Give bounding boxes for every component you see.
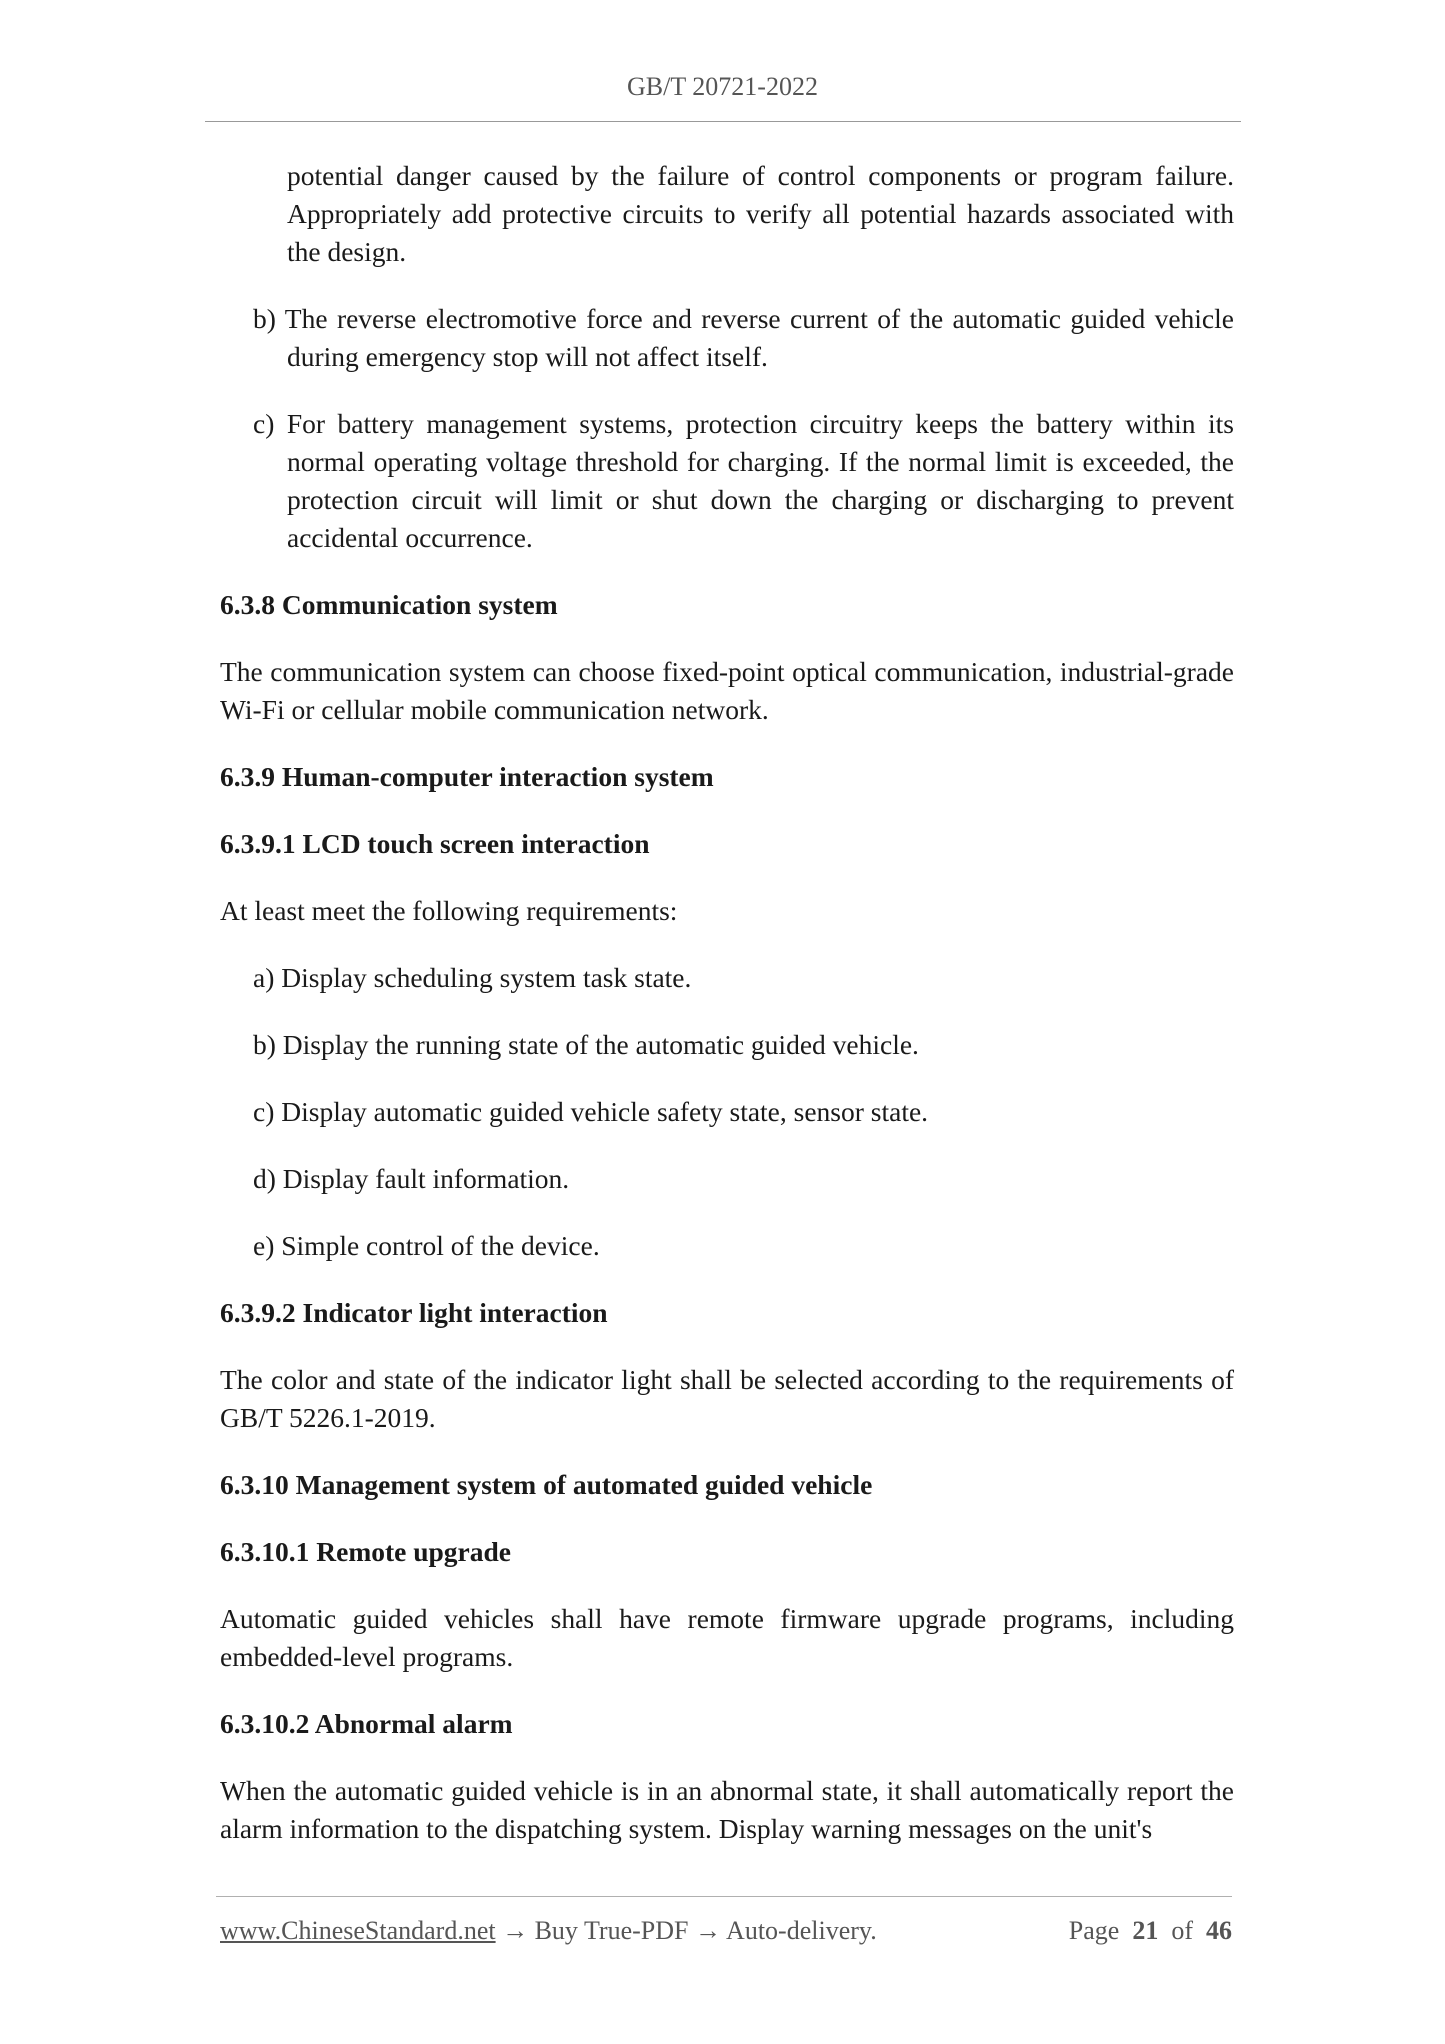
section-heading-6-3-10-1: 6.3.10.1 Remote upgrade (220, 1536, 512, 1567)
website-link[interactable]: www.ChineseStandard.net (220, 1916, 496, 1945)
paragraph-6-3-8: The communication system can choose fixed-point optical communication, industrial-grade Wi-Fi or cellular mobile communication network. (220, 656, 1234, 725)
paragraph-6-3-9-2: The color and state of the indicator light shall be selected according to the requirements of GB/T 5226.1-2019. (220, 1364, 1234, 1433)
paragraph-6-3-9-1: At least meet the following requirements: (220, 895, 678, 926)
list-item-a-continuation: potential danger caused by the failure of control components or program failure. Appropriately add protective circuits to verify all potential hazards associated with the design. (287, 160, 1234, 267)
document-id-header: GB/T 20721-2022 (627, 72, 818, 101)
paragraph-6-3-10-1: Automatic guided vehicles shall have remote firmware upgrade programs, including embedded-level programs. (220, 1603, 1234, 1672)
section-heading-6-3-8: 6.3.8 Communication system (220, 589, 558, 620)
footer-promo (220, 1916, 877, 1946)
page-of-label: of (1171, 1916, 1193, 1945)
page-number (1069, 1916, 1232, 1946)
list-item: e) Simple control of the device. (253, 1230, 600, 1261)
page-total: 46 (1206, 1916, 1232, 1945)
list-item-b: b) The reverse electromotive force and reverse current of the automatic guided vehicle during emergency stop will not affect itself. (253, 303, 1234, 372)
footer-divider (216, 1896, 1232, 1897)
section-heading-6-3-10: 6.3.10 Management system of automated guided vehicle (220, 1469, 873, 1500)
section-heading-6-3-9-2: 6.3.9.2 Indicator light interaction (220, 1297, 608, 1328)
list-item: b) Display the running state of the automatic guided vehicle. (253, 1029, 919, 1060)
page-body (220, 157, 1234, 1848)
list-item: c) Display automatic guided vehicle safety state, sensor state. (253, 1096, 929, 1127)
list-item: a) Display scheduling system task state. (253, 962, 692, 993)
page-current: 21 (1132, 1916, 1159, 1945)
header-divider (205, 121, 1241, 122)
footer-promo-text: → Buy True-PDF → Auto-delivery. (495, 1916, 877, 1945)
section-heading-6-3-10-2: 6.3.10.2 Abnormal alarm (220, 1708, 513, 1739)
list-item-c: c) For battery management systems, protection circuitry keeps the battery within its normal operating voltage threshold for charging. If the normal limit is exceeded, the protection circuit will limit or shut down the charging or discharging to prevent accidental occurrence. (253, 408, 1234, 553)
paragraph-6-3-10-2: When the automatic guided vehicle is in an abnormal state, it shall automatically report the alarm information to the dispatching system. Display warning messages on the unit's (220, 1775, 1234, 1844)
list-item: d) Display fault information. (253, 1163, 570, 1194)
section-heading-6-3-9-1: 6.3.9.1 LCD touch screen interaction (220, 828, 650, 859)
page-label: Page (1068, 1916, 1120, 1945)
section-heading-6-3-9: 6.3.9 Human-computer interaction system (220, 761, 714, 792)
